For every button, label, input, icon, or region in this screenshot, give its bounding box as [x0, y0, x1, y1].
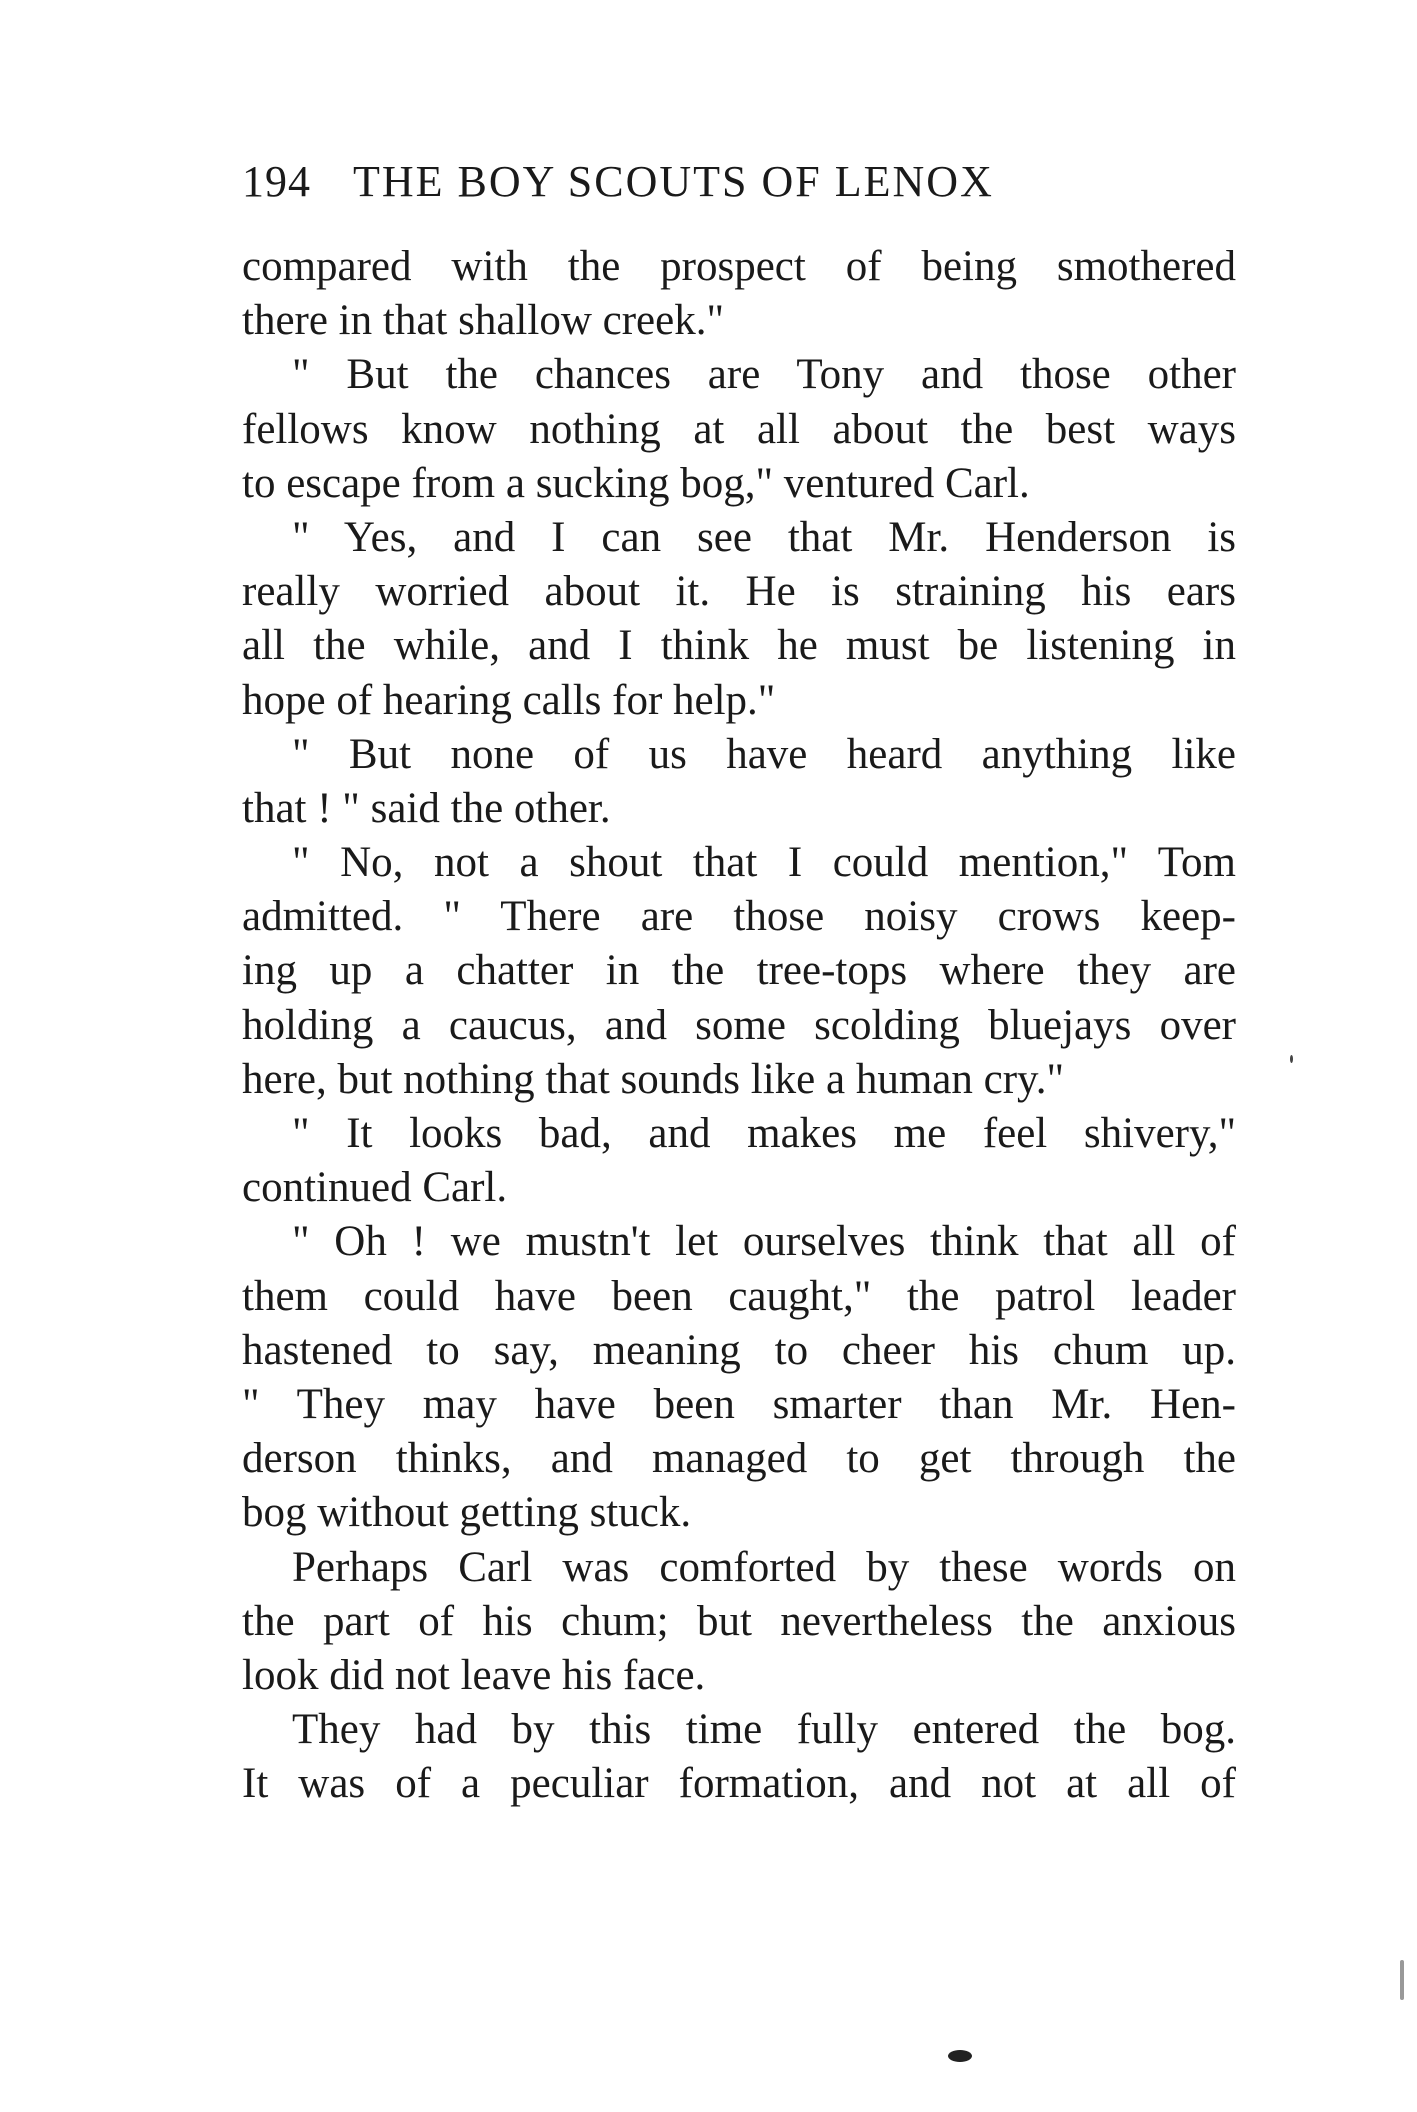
text-line: there in that shallow creek." — [242, 297, 725, 345]
body-text — [242, 240, 1236, 1811]
text-line: hope of hearing calls for help." — [242, 676, 776, 724]
text-line: It was of a peculiar formation, and not at all of — [242, 1760, 1236, 1808]
running-title: THE BOY SCOUTS OF LENOX — [353, 157, 994, 206]
text-line: " No, not a shout that I could mention," Tom — [292, 839, 1236, 887]
text-line: really worried about it. He is straining his ears — [242, 568, 1236, 616]
text-line: Perhaps Carl was comforted by these words on — [292, 1543, 1236, 1591]
text-line: bog without getting stuck. — [242, 1489, 692, 1537]
text-line: " But none of us have heard anything like — [292, 730, 1236, 778]
text-line: " It looks bad, and makes me feel shivery," — [292, 1110, 1236, 1157]
text-line: them could have been caught," the patrol leader — [242, 1272, 1236, 1320]
text-line: here, but nothing that sounds like a human cry." — [242, 1055, 1065, 1103]
text-line: They had by this time fully entered the bog. — [292, 1706, 1236, 1754]
scan-speck — [948, 2050, 972, 2062]
text-line: all the while, and I think he must be listening in — [242, 622, 1236, 670]
text-line: hastened to say, meaning to cheer his chum up. — [242, 1326, 1236, 1374]
scan-speck — [1400, 1960, 1404, 2000]
text-line: holding a caucus, and some scolding bluejays over — [242, 1001, 1236, 1049]
text-line: " Oh ! we mustn't let ourselves think that all of — [292, 1218, 1236, 1266]
text-line: " Yes, and I can see that Mr. Henderson is — [292, 513, 1236, 561]
text-line: " They may have been smarter than Mr. Hen- — [242, 1380, 1236, 1428]
text-line: " But the chances are Tony and those other — [292, 351, 1236, 399]
text-line: derson thinks, and managed to get through the — [242, 1435, 1236, 1483]
text-line: look did not leave his face. — [242, 1651, 706, 1699]
text-line: compared with the prospect of being smothered — [242, 243, 1236, 290]
scan-speck — [1290, 1055, 1293, 1063]
page-number: 194 — [242, 157, 311, 206]
page-header — [242, 152, 1236, 212]
text-line: ing up a chatter in the tree-tops where they are — [242, 947, 1236, 995]
text-line: the part of his chum; but nevertheless the anxious — [242, 1597, 1236, 1645]
text-line: continued Carl. — [242, 1164, 508, 1212]
text-line: admitted. " There are those noisy crows keep- — [242, 893, 1236, 941]
text-line: to escape from a sucking bog," ventured Carl. — [242, 459, 1030, 507]
text-line: fellows know nothing at all about the best ways — [242, 405, 1236, 453]
text-line: that ! " said the other. — [242, 784, 611, 832]
